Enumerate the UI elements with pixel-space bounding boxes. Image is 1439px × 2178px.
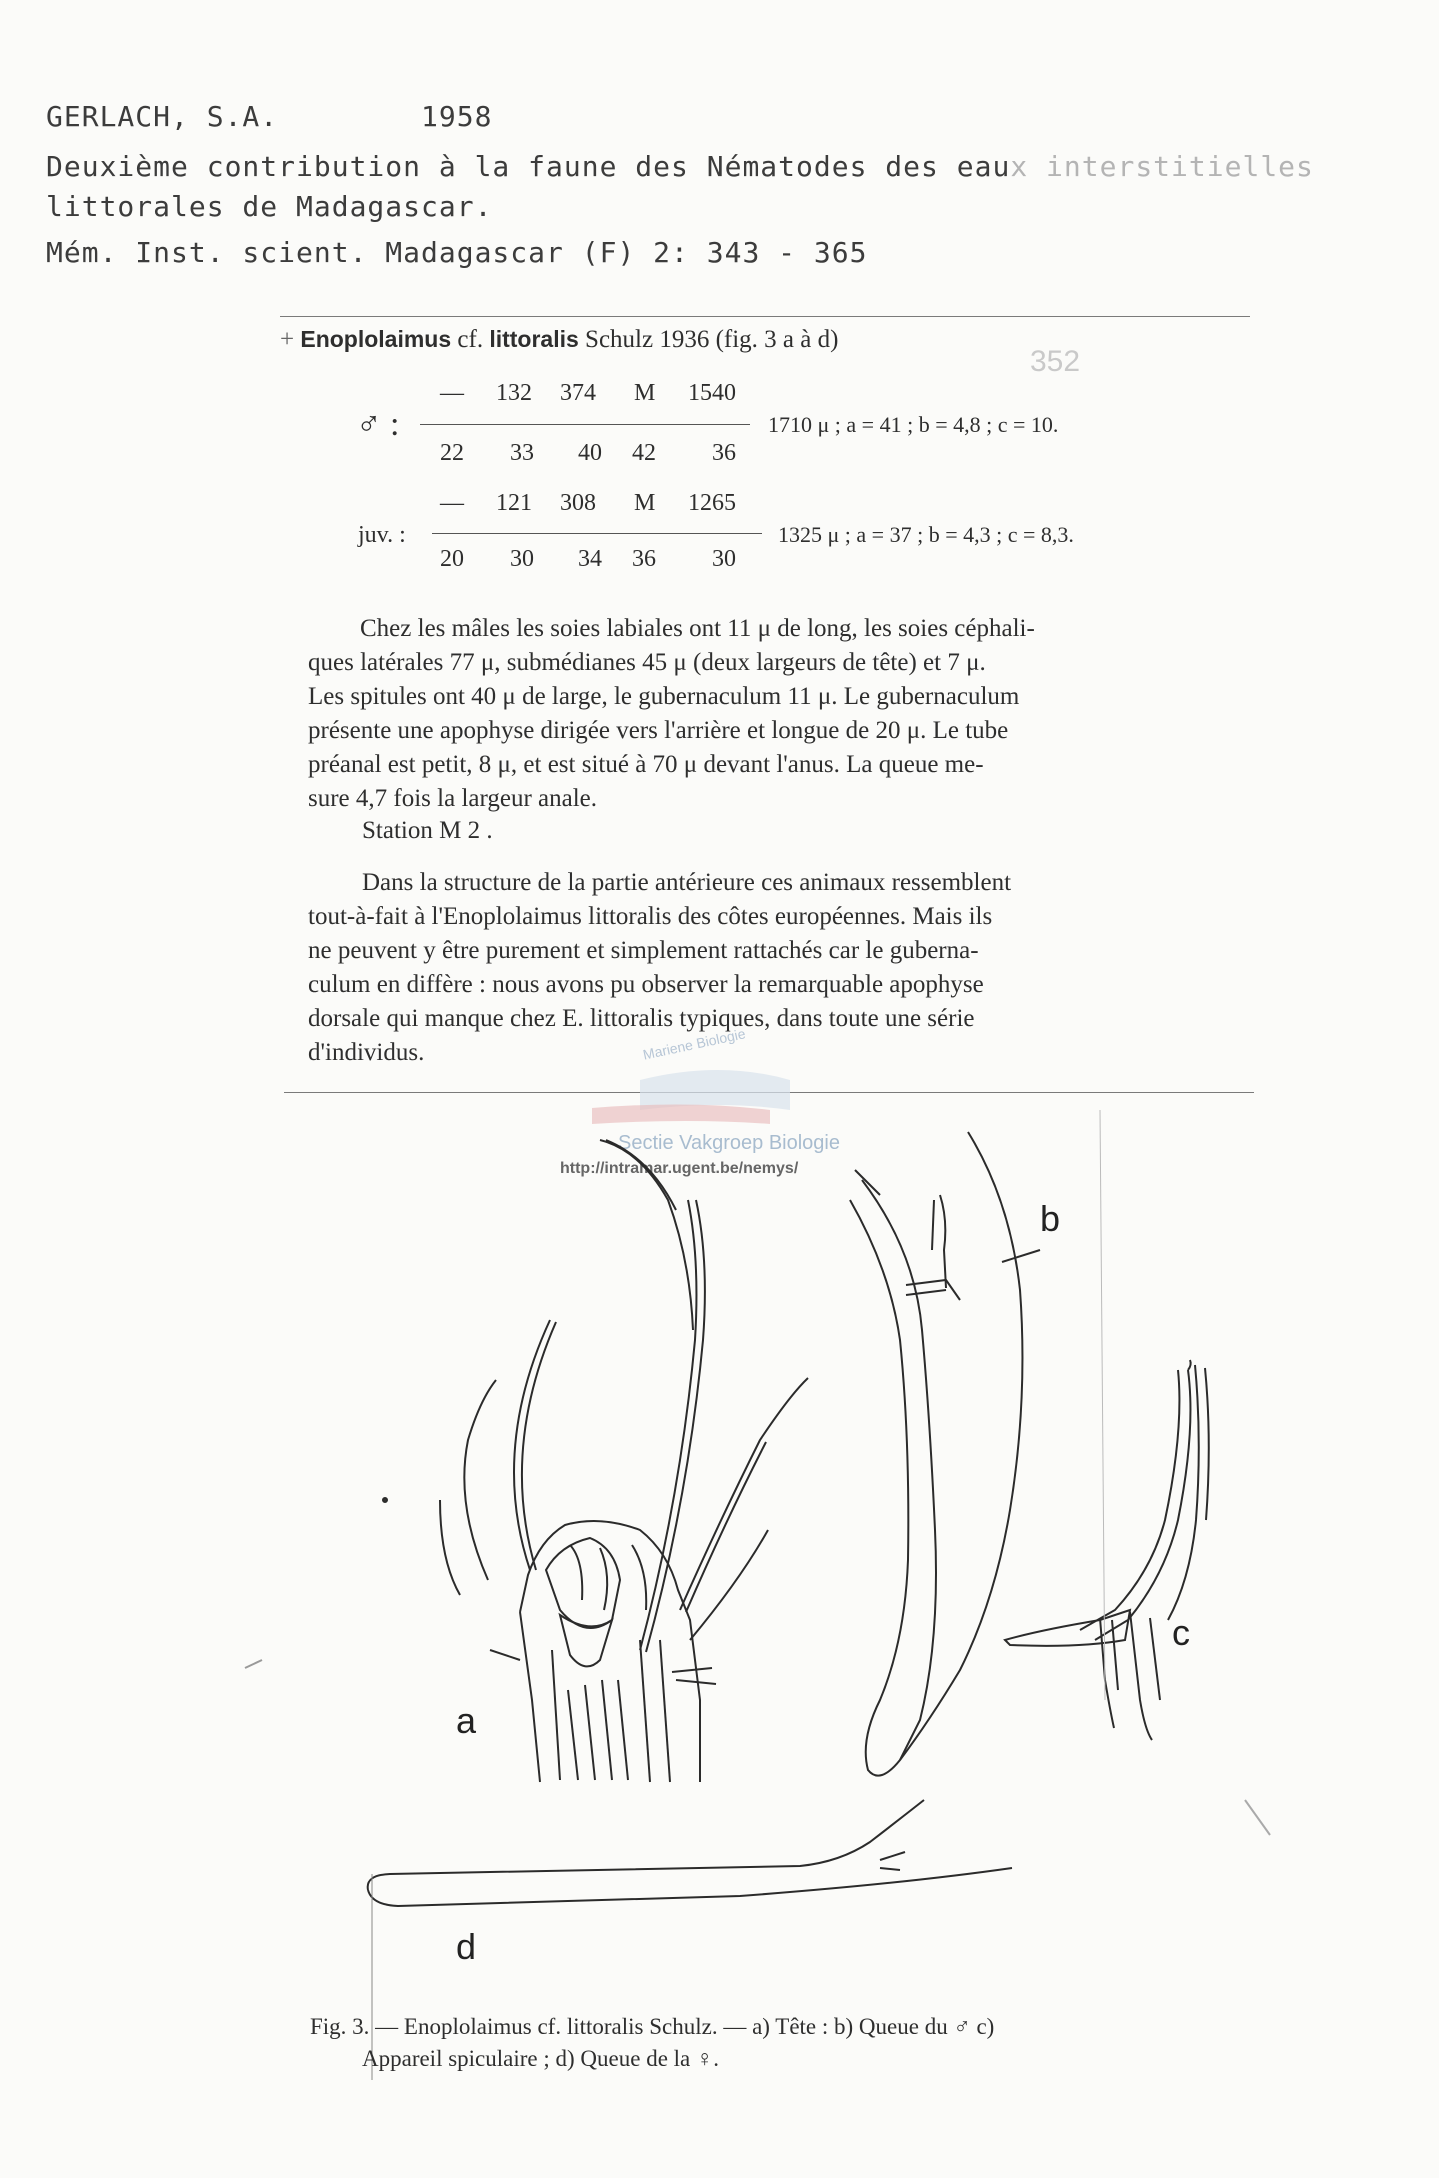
juv-bottom-3: 36 [632,546,656,572]
male-top-4: 1540 [688,380,736,406]
watermark-group: Sectie Vakgroep Biologie [618,1132,840,1154]
male-bottom-3: 42 [632,440,656,466]
para1-line: Chez les mâles les soies labiales ont 11 μ de long, les soies céphali- [360,615,1035,642]
juv-bottom-0: 20 [440,546,464,572]
figure-label-d: d [456,1926,477,1967]
para1-line: présente une apophyse dirigée vers l'arrière et longue de 20 μ. Le tube [308,717,1009,744]
figure-caption-line2: Appareil spiculaire ; d) Queue de la ♀. [362,2046,720,2071]
figure-b-male-tail-drawing [850,1132,1040,1776]
juv-top-2: 308 [560,490,596,516]
male-bottom-1: 33 [510,440,534,466]
para1-line: préanal est petit, 8 μ, et est situé à 70 μ devant l'anus. La queue me- [308,751,984,778]
para2-line: dorsale qui manque chez E. littoralis typiques, dans toute une série [308,1005,975,1032]
figure-caption-line1: Fig. 3. — Enoplolaimus cf. littoralis Schulz. — a) Tête : b) Queue du ♂ c) [310,2014,995,2039]
citation-title-line1: Deuxième contribution à la faune des Nématodes des eaux interstitielles [46,150,1314,183]
figure-c-spicule-drawing [1005,1360,1209,1740]
male-bottom-4: 36 [712,440,736,466]
para2-line: tout-à-fait à l'Enoplolaimus littoralis des côtes européennes. Mais ils [308,903,993,930]
citation-author: GERLACH, S.A. 1958 [46,100,493,133]
figure-d-female-tail-drawing [368,1800,1012,1906]
citation-title-line2: littorales de Madagascar. [46,190,493,223]
figure-label-b: b [1040,1198,1061,1239]
figure-a-head-drawing [383,1140,808,1782]
male-top-3: M [634,380,656,406]
figure-label-c: c [1172,1612,1190,1653]
para1-line: ques latérales 77 μ, submédianes 45 μ (deux largeurs de tête) et 7 μ. [308,649,986,676]
juvenile-label: juv. : [358,522,406,548]
juv-top-1: 121 [496,490,532,516]
para2-line: ne peuvent y être purement et simplement rattachés car le guberna- [308,937,979,964]
figure-label-a: a [456,1700,477,1741]
citation-source: Mém. Inst. scient. Madagascar (F) 2: 343 - 365 [46,236,868,269]
juv-bottom-2: 34 [578,546,602,572]
male-top-1: 132 [496,380,532,406]
male-bottom-0: 22 [440,440,464,466]
male-symbol: ♂ : [356,406,400,443]
para2-line: Dans la structure de la partie antérieure ces animaux ressemblent [362,869,1012,896]
watermark-url: http://intramar.ugent.be/nemys/ [560,1160,799,1177]
juvenile-summary: 1325 μ ; a = 37 ; b = 4,3 ; c = 8,3. [778,522,1074,547]
juv-bottom-1: 30 [510,546,534,572]
juv-top-3: M [634,490,656,516]
male-top-0: — [440,380,464,406]
para1-line: sure 4,7 fois la largeur anale. [308,785,598,812]
male-bottom-2: 40 [578,440,602,466]
species-header: + Enoplolaimus cf. littoralis Schulz 1936 (fig. 3 a à d) [280,326,839,353]
juv-top-0: — [440,490,464,516]
juv-bottom-4: 30 [712,546,736,572]
para2-line: culum en diffère : nous avons pu observer la remarquable apophyse [308,971,984,998]
citation-year: 1958 [421,100,493,133]
page-number: 352 [1030,345,1081,378]
para1-line: Les spitules ont 40 μ de large, le gubernaculum 11 μ. Le gubernaculum [308,683,1020,710]
male-top-2: 374 [560,380,596,406]
juv-top-4: 1265 [688,490,736,516]
para2-line: d'individus. [308,1039,425,1066]
watermark-arc-text: Mariene Biologie [641,1025,747,1063]
male-summary: 1710 μ ; a = 41 ; b = 4,8 ; c = 10. [768,412,1059,437]
station: Station M 2 . [362,817,493,844]
